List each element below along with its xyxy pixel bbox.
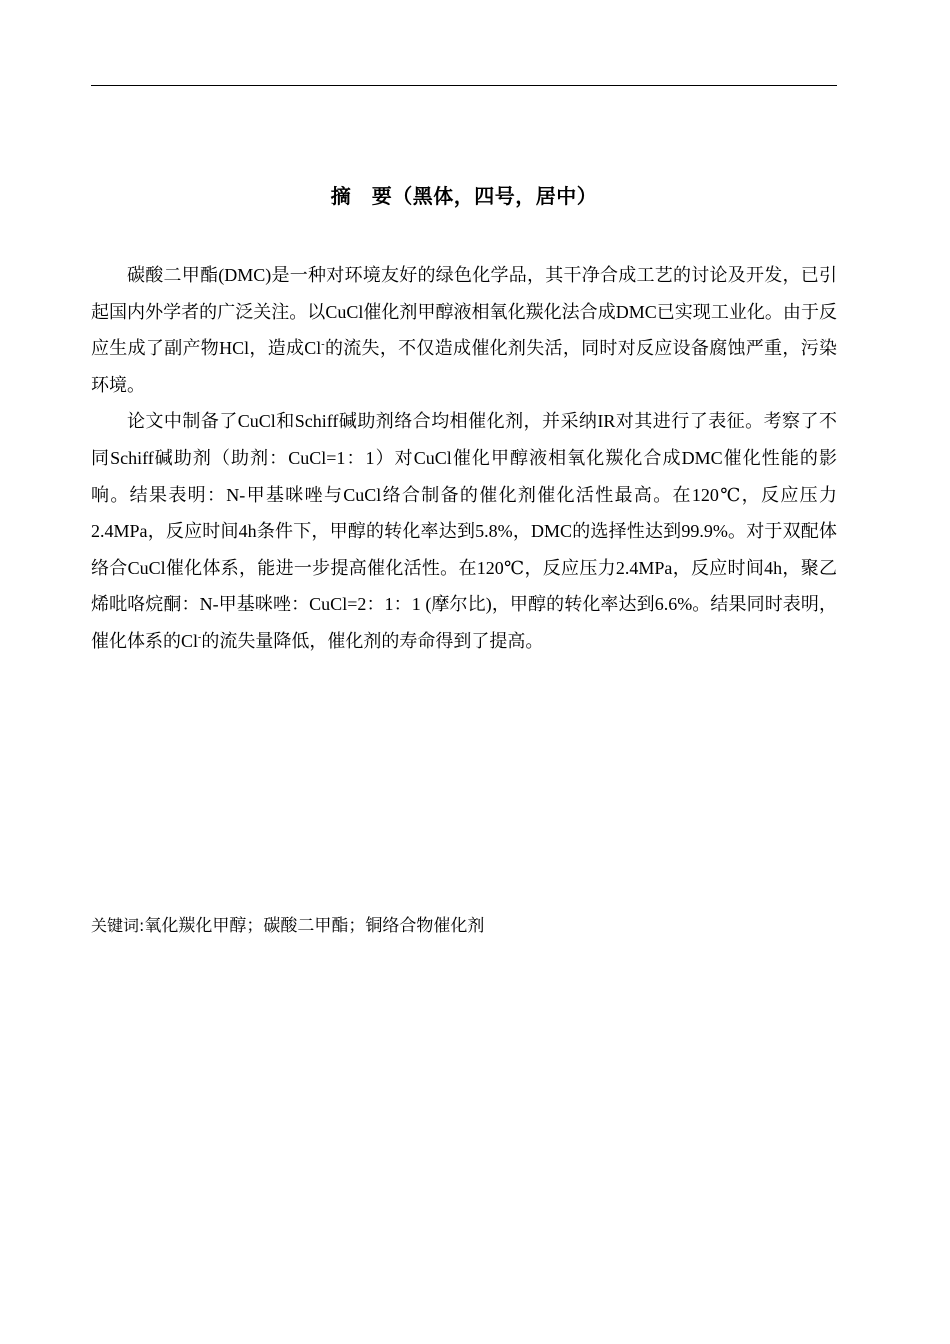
keywords-line xyxy=(91,913,837,939)
keywords-label: 关键词: xyxy=(91,916,145,935)
paragraph-1-text-a: 碳酸二甲酯(DMC)是一种对环境友好的绿色化学品，其干净合成工艺的讨论及开发，已引起国内外学者的广泛关注。以CuCl催化剂甲醇液相氧化羰化法合成DMC已实现工业化。由于反应生成了副产物HCl，造成Cl xyxy=(91,265,837,359)
paragraph-2-text-a: 论文中制备了CuCl和Schiff碱助剂络合均相催化剂，并采纳IR对其进行了表征。考察了不同Schiff碱助剂（助剂：CuCl=1：1）对CuCl催化甲醇液相氧化羰化合成DMC催化性能的影响。结果表明：N-甲基咪唑与CuCl络合制备的催化剂催化活性最高。在120℃，反应压力2.4MPa，反应时间4h条件下，甲醇的转化率达到5.8%，DMC的选择性达到99.9%。对于双配体络合CuCl催化体系，能进一步提高催化活性。在120℃，反应压力2.4MPa，反应时间4h，聚乙烯吡咯烷酮：N-甲基咪唑：CuCl=2：1：1 (摩尔比)，甲醇的转化率达到6.6%。结果同时表明，催化体系的Cl xyxy=(91,411,837,651)
abstract-paragraph-1 xyxy=(91,257,837,403)
chloride-charge-superscript: - xyxy=(321,339,325,351)
chloride-charge-superscript: - xyxy=(198,631,202,643)
paragraph-1-text-b: 的流失，不仅造成催化剂失活，同时对反应设备腐蚀严重，污染环境。 xyxy=(91,338,837,395)
header-rule xyxy=(91,85,837,86)
abstract-body xyxy=(91,257,837,660)
abstract-paragraph-2 xyxy=(91,403,837,659)
keywords-value: 氧化羰化甲醇；碳酸二甲酯；铜络合物催化剂 xyxy=(144,916,485,935)
paragraph-2-text-b: 的流失量降低，催化剂的寿命得到了提高。 xyxy=(201,630,544,651)
abstract-title: 摘 要（黑体，四号，居中） xyxy=(330,184,598,208)
